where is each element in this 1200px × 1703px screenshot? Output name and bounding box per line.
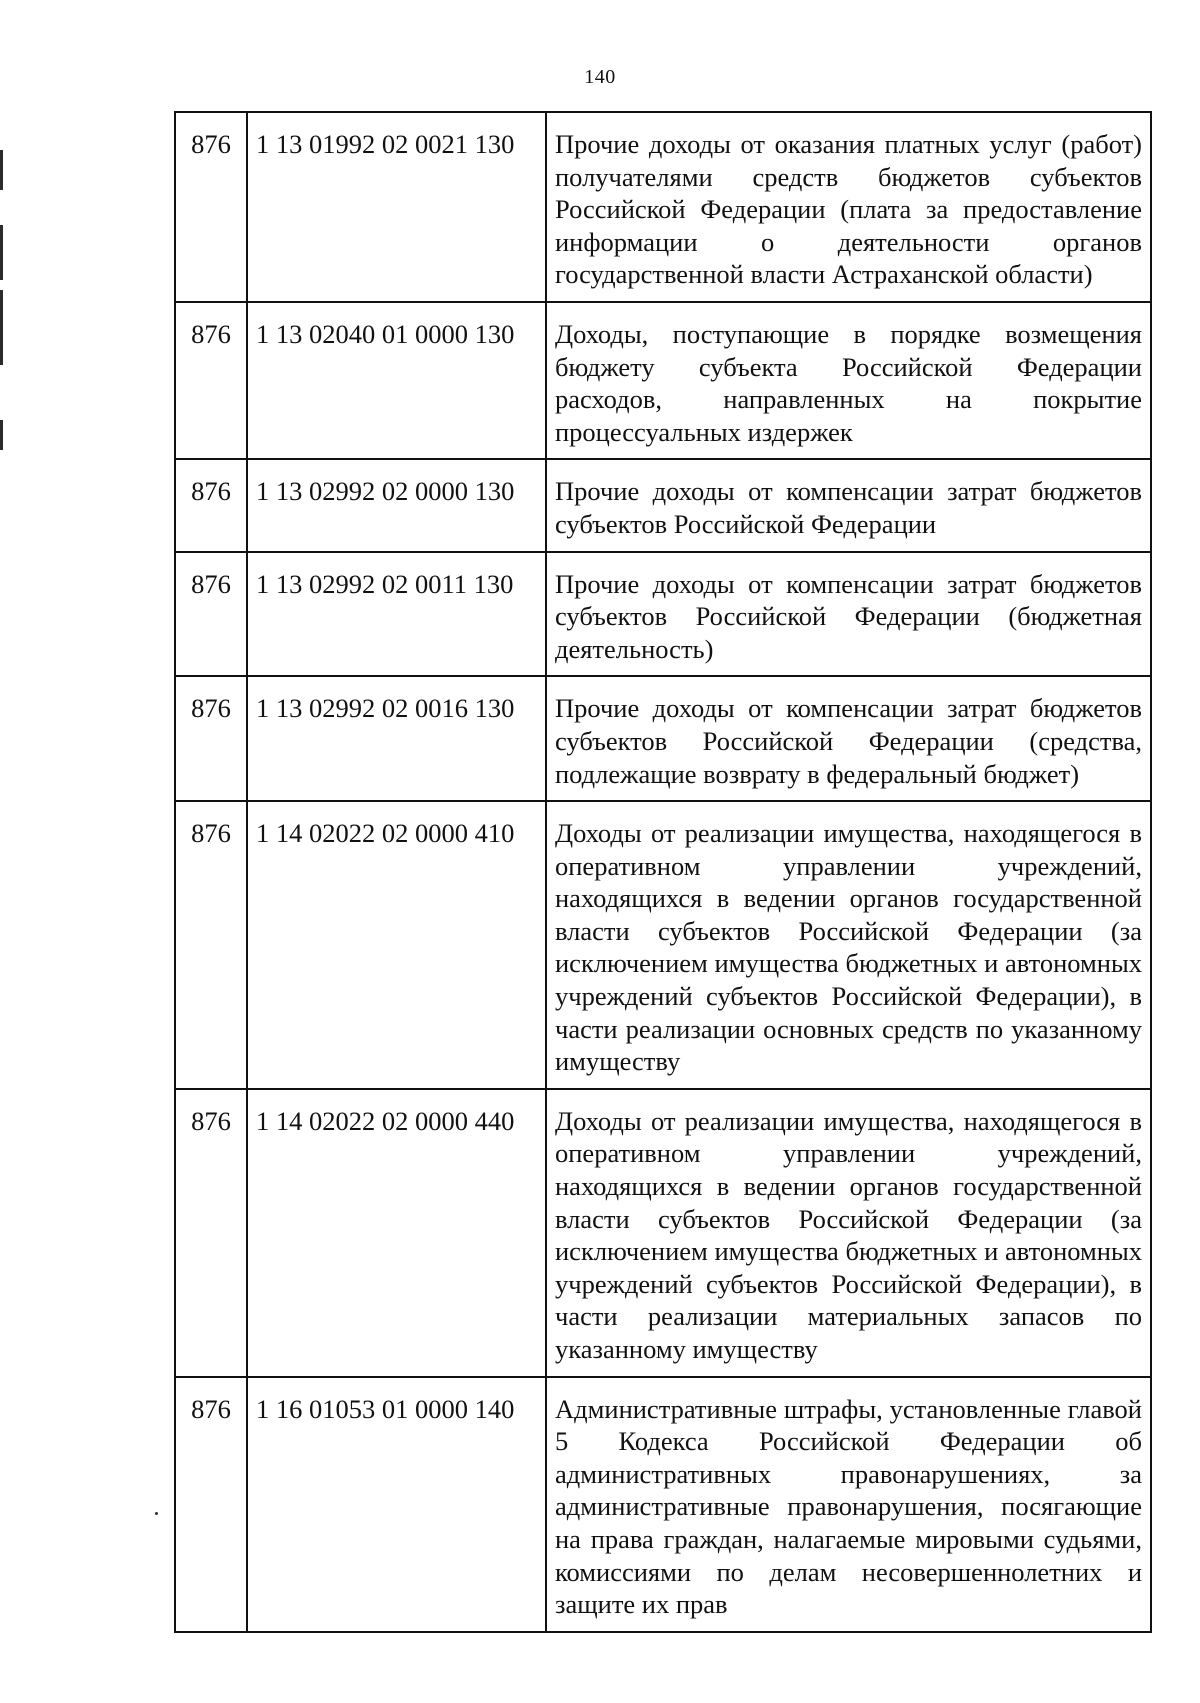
revenue-name-cell: Прочие доходы от компенсации затрат бюджетов субъектов Российской Федерации [546, 459, 1151, 551]
table-row [175, 112, 1151, 302]
revenue-name-cell: Прочие доходы от оказания платных услуг (работ) получателями средств бюджетов субъектов Российской Федерации (плата за предоставление информации о деятельности органов государственной власти Астраханской области) [546, 112, 1151, 302]
table-row [175, 1089, 1151, 1377]
admin-code-cell: 876 [175, 552, 247, 677]
scan-edge-mark [0, 290, 3, 365]
table-row [175, 676, 1151, 801]
page-number: 140 [584, 66, 616, 88]
admin-code-cell: 876 [175, 302, 247, 459]
admin-code-cell: 876 [175, 801, 247, 1089]
admin-code-cell: 876 [175, 1377, 247, 1632]
budget-code-cell: 1 13 01992 02 0021 130 [247, 112, 546, 302]
revenue-name-cell: Административные штрафы, установленные главой 5 Кодекса Российской Федерации об административных правонарушениях, за административные правонарушения, посягающие на права граждан, налагаемые мировыми судьями, комиссиями по делам несовершеннолетних и защите их прав [546, 1377, 1151, 1632]
revenue-name-cell: Доходы от реализации имущества, находящегося в оперативном управлении учреждений, находящихся в ведении органов государственной власти субъектов Российской Федерации (за исключением имущества бюджетных и автономных учреждений субъектов Российской Федерации), в части реализации материальных запасов по указанному имуществу [546, 1089, 1151, 1377]
table-row [175, 302, 1151, 459]
admin-code-cell: 876 [175, 459, 247, 551]
admin-code-cell: 876 [175, 1089, 247, 1377]
admin-code-cell: 876 [175, 676, 247, 801]
budget-code-cell: 1 14 02022 02 0000 440 [247, 1089, 546, 1377]
scan-edge-mark [0, 150, 3, 190]
table-row [175, 459, 1151, 551]
revenue-name-cell: Доходы, поступающие в порядке возмещения бюджету субъекта Российской Федерации расходов, направленных на покрытие процессуальных издержек [546, 302, 1151, 459]
revenue-name-cell: Прочие доходы от компенсации затрат бюджетов субъектов Российской Федерации (бюджетная деятельность) [546, 552, 1151, 677]
budget-code-cell: 1 13 02992 02 0000 130 [247, 459, 546, 551]
table-row [175, 801, 1151, 1089]
admin-code-cell: 876 [175, 112, 247, 302]
table-row [175, 1377, 1151, 1632]
budget-code-cell: 1 16 01053 01 0000 140 [247, 1377, 546, 1632]
revenue-name-cell: Прочие доходы от компенсации затрат бюджетов субъектов Российской Федерации (средства, подлежащие возврату в федеральный бюджет) [546, 676, 1151, 801]
budget-code-cell: 1 13 02040 01 0000 130 [247, 302, 546, 459]
table-row [175, 552, 1151, 677]
budget-code-cell: 1 13 02992 02 0011 130 [247, 552, 546, 677]
revenue-codes-table [174, 111, 1152, 1633]
scan-dot [155, 1512, 158, 1515]
budget-code-cell: 1 13 02992 02 0016 130 [247, 676, 546, 801]
revenue-name-cell: Доходы от реализации имущества, находящегося в оперативном управлении учреждений, находящихся в ведении органов государственной власти субъектов Российской Федерации (за исключением имущества бюджетных и автономных учреждений субъектов Российской Федерации), в части реализации основных средств по указанному имуществу [546, 801, 1151, 1089]
scan-edge-mark [0, 225, 3, 280]
budget-code-cell: 1 14 02022 02 0000 410 [247, 801, 546, 1089]
scan-edge-mark [0, 420, 3, 450]
